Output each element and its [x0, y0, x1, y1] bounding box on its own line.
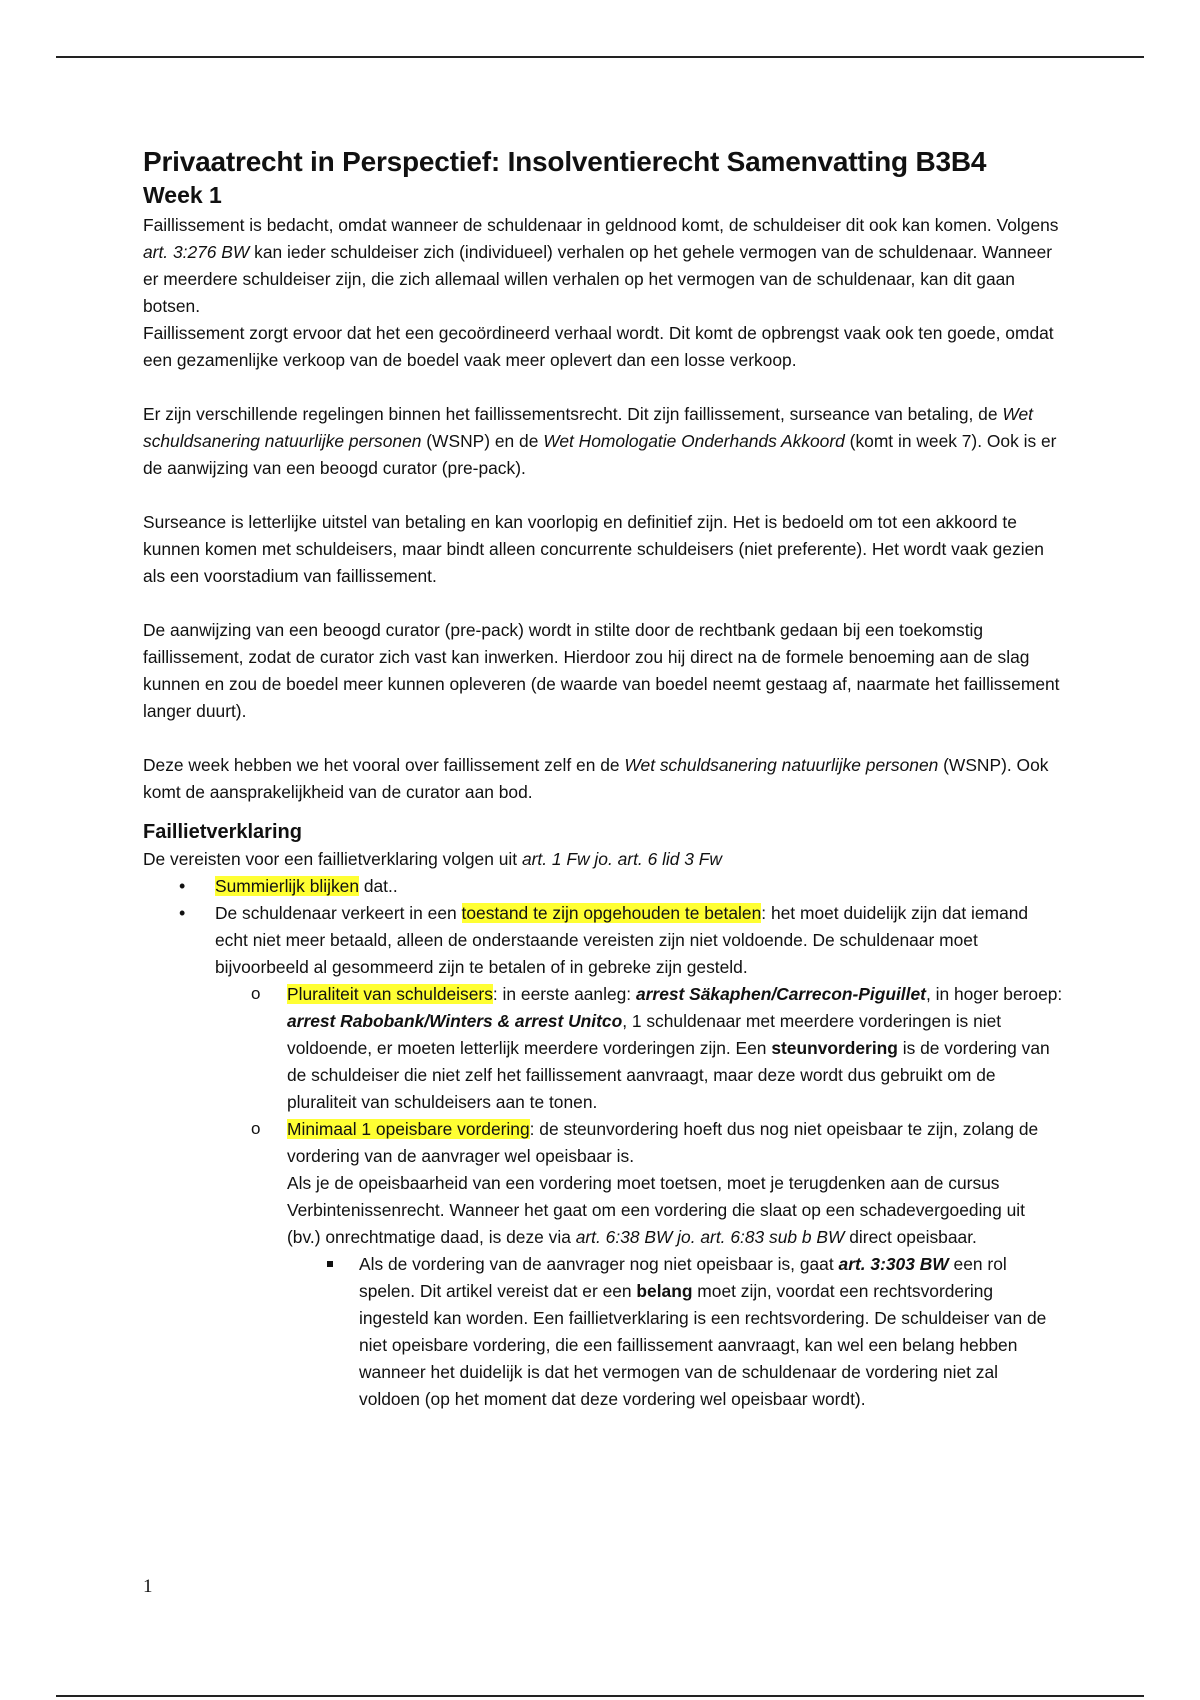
section-lead: De vereisten voor een faillietverklaring volgen uit art. 1 Fw jo. art. 6 lid 3 Fw	[143, 849, 722, 869]
paragraph-faillissement-intro: Faillissement is bedacht, omdat wanneer de schuldenaar in geldnood komt, de schuldeiser dit ook kan komen. Volgens art. 3:276 BW kan ieder schuldeiser zich (individueel) verhalen op het gehele vermogen van de schuldenaar. Wanneer er meerdere schuldeiser zijn, die zich allemaal willen verhalen op het vermogen van de schuldenaar, kan dit gaan botsen.	[143, 215, 1059, 316]
list-item: • Summierlijk blijken dat..	[143, 873, 1063, 900]
document-title: Privaatrecht in Perspectief: Insolventierecht Samenvatting B3B4	[143, 146, 987, 177]
paragraph-deze-week: Deze week hebben we het vooral over faillissement zelf en de Wet schuldsanering natuurlijke personen (WSNP). Ook komt de aansprakelijkheid van de curator aan bod.	[143, 755, 1049, 802]
list-item: • De schuldenaar verkeert in een toestand te zijn opgehouden te betalen: het moet duidelijk zijn dat iemand echt niet meer betaald, alleen de onderstaande vereisten zijn niet voldoende. De schuldenaar moet bijvoorbeeld al gesommeerd zijn te betalen of in gebreke zijn gesteld. o Pluraliteit van schuldeisers: in eerste aanleg: arrest Säkaphen/Carrecon-Piguillet, in hoger beroep: arrest Rabobank/Winters & arrest Unitco, 1 schuldenaar met meerdere vorderingen is niet voldoende, er moeten letterlijk meerdere vorderingen zijn. Een steunvordering is de vordering van de schuldeiser die niet zelf het faillissement aanvraagt, maar deze wordt dus gebruikt om de pluraliteit van schuldeisers aan te tonen. o Minimaal 1 opeisbare vordering: de steunvordering hoeft dus nog niet opeisbaar te zijn, zolang de vordering van de aanvrager wel opeisbaar is. Als je de opeisbaarheid van een vordering moet toetsen, moet je terugdenken aan de cursus Verbintenissenrecht. Wanneer het gaat om een vordering die slaat op een schadevergoeding uit (bv.) onrechtmatige daad, is deze via art. 6:38 BW jo. art. 6:83 sub b BW direct opeisbaar. Als de vordering van de aanvrager nog niet opeisbaar is, gaat art. 3:303 BW een rol spelen. Dit artikel vereist dat er een belang moet zijn, voordat een rechtsvordering ingesteld kan worden. Een faillietverklaring is een rechtsvordering. De schuldeiser van de niet opeisbare vordering, die een faillissement aanvraagt, kan wel een belang hebben wanneer het duidelijk is dat het vermogen van de schuldenaar de vordering niet zal voldoen (op het moment dat deze vordering wel opeisbaar wordt).	[143, 900, 1063, 1413]
paragraph-regelingen: Er zijn verschillende regelingen binnen het faillissementsrecht. Dit zijn faillissement, surseance van betaling, de Wet schuldsanering natuurlijke personen (WSNP) en de Wet Homologatie Onderhands Akkoord (komt in week 7). Ook is er de aanwijzing van een beoogd curator (pre-pack).	[143, 404, 1057, 478]
requirements-list	[143, 873, 1063, 1413]
list-item: o Pluraliteit van schuldeisers: in eerste aanleg: arrest Säkaphen/Carrecon-Piguillet, in hoger beroep: arrest Rabobank/Winters & arrest Unitco, 1 schuldenaar met meerdere vorderingen is niet voldoende, er moeten letterlijk meerdere vorderingen zijn. Een steunvordering is de vordering van de schuldeiser die niet zelf het faillissement aanvraagt, maar deze wordt dus gebruikt om de pluraliteit van schuldeisers aan te tonen.	[215, 981, 1063, 1116]
list-item: o Minimaal 1 opeisbare vordering: de steunvordering hoeft dus nog niet opeisbaar te zijn, zolang de vordering van de aanvrager wel opeisbaar is. Als je de opeisbaarheid van een vordering moet toetsen, moet je terugdenken aan de cursus Verbintenissenrecht. Wanneer het gaat om een vordering die slaat op een schadevergoeding uit (bv.) onrechtmatige daad, is deze via art. 6:38 BW jo. art. 6:83 sub b BW direct opeisbaar. Als de vordering van de aanvrager nog niet opeisbaar is, gaat art. 3:303 BW een rol spelen. Dit artikel vereist dat er een belang moet zijn, voordat een rechtsvordering ingesteld kan worden. Een faillietverklaring is een rechtsvordering. De schuldeiser van de niet opeisbare vordering, die een faillissement aanvraagt, kan wel een belang hebben wanneer het duidelijk is dat het vermogen van de schuldenaar de vordering niet zal voldoen (op het moment dat deze vordering wel opeisbaar wordt).	[215, 1116, 1063, 1413]
footer-rule	[56, 1695, 1144, 1697]
paragraph-gecoordineerd-verhaal: Faillissement zorgt ervoor dat het een gecoördineerd verhaal wordt. Dit komt de opbrengst vaak ook ten goede, omdat een gezamenlijke verkoop van de boedel vaak meer oplevert dan een losse verkoop.	[143, 323, 1054, 370]
detail-list	[287, 1251, 1063, 1413]
header-rule	[56, 56, 1144, 58]
week-heading: Week 1	[143, 182, 222, 208]
page-number: 1	[143, 1576, 153, 1597]
section-heading-faillietverklaring: Faillietverklaring	[143, 821, 302, 843]
document-body	[143, 144, 1063, 1413]
list-item: Als de vordering van de aanvrager nog niet opeisbaar is, gaat art. 3:303 BW een rol spelen. Dit artikel vereist dat er een belang moet zijn, voordat een rechtsvordering ingesteld kan worden. Een faillietverklaring is een rechtsvordering. De schuldeiser van de niet opeisbare vordering, die een faillissement aanvraagt, kan wel een belang hebben wanneer het duidelijk is dat het vermogen van de schuldenaar de vordering niet zal voldoen (op het moment dat deze vordering wel opeisbaar wordt).	[287, 1251, 1063, 1413]
paragraph-pre-pack: De aanwijzing van een beoogd curator (pre-pack) wordt in stilte door de rechtbank gedaan bij een toekomstig faillissement, zodat de curator zich vast kan inwerken. Hierdoor zou hij direct na de formele benoeming aan de slag kunnen en zou de boedel meer kunnen opleveren (de waarde van boedel neemt gestaag af, naarmate het faillissement langer duurt).	[143, 620, 1060, 721]
paragraph-surseance: Surseance is letterlijke uitstel van betaling en kan voorlopig en definitief zijn. Het is bedoeld om tot een akkoord te kunnen komen met schuldeisers, maar bindt alleen concurrente schuldeisers (niet preferente). Het wordt vaak gezien als een voorstadium van faillissement.	[143, 512, 1044, 586]
sub-requirements-list	[143, 981, 1063, 1413]
article-reference: art. 3:276 BW	[143, 242, 250, 262]
